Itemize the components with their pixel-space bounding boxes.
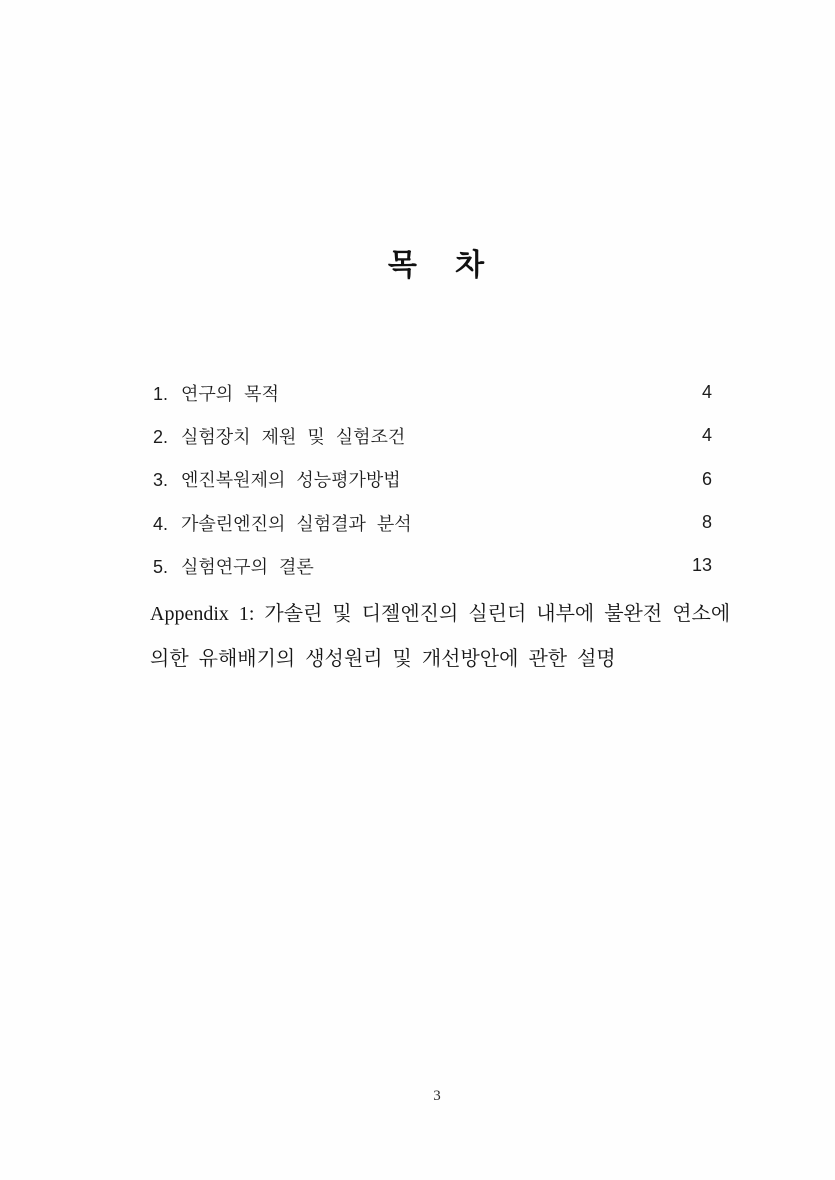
page-title: 목 차 bbox=[387, 249, 487, 282]
toc-entry-page: 6 bbox=[701, 468, 712, 489]
toc-entry-number: 1. bbox=[153, 383, 169, 404]
toc-entry-page: 8 bbox=[701, 512, 712, 533]
toc-entry bbox=[153, 466, 401, 492]
toc-entry-label: 가솔린엔진의 실험결과 분석 bbox=[181, 513, 412, 534]
toc-row bbox=[153, 501, 712, 544]
appendix-line-2: 의한 유해배기의 생성원리 및 개선방안에 관한 설명 bbox=[150, 648, 616, 670]
toc-entry-page: 13 bbox=[691, 555, 712, 576]
appendix-line-1: Appendix 1: 가솔린 및 디젤엔진의 실린더 내부에 불완전 연소에 bbox=[150, 603, 731, 625]
toc-entry bbox=[153, 423, 405, 449]
footer-page-number: 3 bbox=[433, 1088, 441, 1104]
toc-entry-label: 실험장치 제원 및 실험조건 bbox=[181, 426, 406, 447]
toc-entry bbox=[153, 510, 412, 536]
toc-row bbox=[153, 414, 712, 457]
toc-entry-number: 4. bbox=[153, 513, 169, 534]
toc-entry-number: 5. bbox=[153, 556, 169, 577]
toc-row bbox=[153, 544, 712, 587]
appendix-entry bbox=[150, 592, 731, 682]
toc-entry-page: 4 bbox=[701, 382, 712, 403]
toc-entry-label: 엔진복원제의 성능평가방법 bbox=[181, 470, 401, 491]
toc-entry-number: 2. bbox=[153, 426, 169, 447]
toc-entry bbox=[153, 380, 279, 406]
toc-entry-page: 4 bbox=[701, 425, 712, 446]
toc-entry-number: 3. bbox=[153, 470, 169, 491]
toc-row bbox=[153, 458, 712, 501]
toc-row bbox=[153, 371, 712, 414]
toc-entry bbox=[153, 553, 314, 579]
toc-entry-label: 실험연구의 결론 bbox=[181, 556, 314, 577]
table-of-contents bbox=[153, 371, 712, 587]
toc-entry-label: 연구의 목적 bbox=[181, 383, 279, 404]
